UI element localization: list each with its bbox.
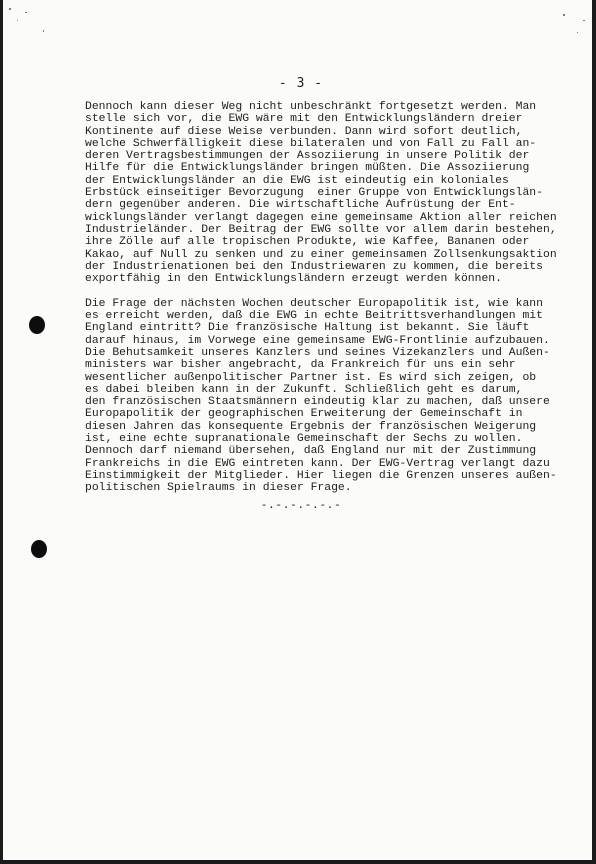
scan-artifact: [9, 8, 11, 10]
text-line: diesen Jahren das konsequente Ergebnis der französischen Weigerung: [85, 420, 537, 433]
scan-artifact: [577, 32, 578, 33]
text-line: Erbstück einseitiger Bevorzugung einer Gruppe von Entwicklungslän-: [85, 187, 543, 200]
text-line: Industrieländer. Der Beitrag der EWG sollte vor allem darin bestehen,: [85, 223, 557, 236]
text-line: Einstimmigkeit der Mitglieder. Hier liegen die Grenzen unseres außen-: [85, 469, 557, 482]
text-line: Die Behutsamkeit unseres Kanzlers und seines Vizekanzlers und Außen-: [85, 346, 550, 359]
text-line: der Entwicklungsländer an die EWG ist eindeutig ein koloniales: [85, 174, 509, 187]
text-line: England eintritt? Die französische Haltung ist bekannt. Sie läuft: [85, 322, 530, 335]
text-line: den französischen Staatsmännern eindeutig klar zu machen, daß unsere: [85, 396, 550, 409]
document-body: [85, 101, 585, 507]
scan-artifact: [563, 14, 565, 16]
section-separator: -.-.-.-.-.-: [260, 500, 342, 512]
text-line: dern gegenüber anderen. Die wirtschaftliche Aufrüstung der Ent-: [85, 199, 516, 212]
text-line: Europapolitik der geographischen Erweiterung der Gemeinschaft in: [85, 408, 523, 421]
page-number: - 3 -: [278, 76, 324, 91]
paragraph: [85, 101, 585, 285]
text-line: stelle sich vor, die EWG wäre mit den Entwicklungsländern dreier: [85, 113, 523, 126]
scan-artifact: [25, 12, 27, 13]
punch-hole: [29, 316, 45, 334]
text-line: Frankreichs in die EWG eintreten kann. Der EWG-Vertrag verlangt dazu: [85, 457, 550, 470]
text-line: Die Frage der nächsten Wochen deutscher Europapolitik ist, wie kann: [85, 297, 543, 310]
text-line: darauf hinaus, im Vorwege eine gemeinsame EWG-Frontlinie aufzubauen.: [85, 334, 550, 347]
text-line: ihre Zölle auf alle tropischen Produkte, wie Kaffee, Bananen oder: [85, 236, 530, 249]
text-line: wicklungsländer verlangt dagegen eine gemeinsame Aktion aller reichen: [85, 211, 557, 224]
text-line: Kontinente auf diese Weise verbunden. Dann wird sofort deutlich,: [85, 125, 523, 138]
text-line: der Industrienationen bei den Industriewaren zu kommen, die bereits: [85, 260, 543, 273]
paragraph: [85, 298, 585, 495]
text-line: Hilfe für die Entwicklungsländer bringen müßten. Die Assoziierung: [85, 162, 530, 175]
text-line: ist, eine echte supranationale Gemeinschaft der Sechs zu wollen.: [85, 433, 523, 446]
text-line: politischen Spielraums in dieser Frage.: [85, 482, 352, 495]
text-line: Dennoch kann dieser Weg nicht unbeschränkt fortgesetzt werden. Man: [85, 101, 537, 113]
text-line: Kakao, auf Null zu senken und zu einer gemeinsamen Zollsenkungsaktion: [85, 248, 557, 261]
text-line: deren Vertragsbestimmungen der Assoziierung in unsere Politik der: [85, 150, 530, 163]
text-line: Dennoch darf niemand übersehen, daß England nur mit der Zustimmung: [85, 445, 537, 458]
scan-artifact: [583, 20, 585, 21]
text-line: ministers war bisher angebracht, da Frankreich für uns ein sehr: [85, 359, 516, 372]
scan-artifact: [17, 20, 18, 21]
text-line: es dabei bleiben kann in der Zukunft. Schließlich geht es darum,: [85, 383, 523, 396]
scan-artifact: [43, 30, 44, 32]
punch-hole: [31, 540, 47, 558]
text-line: wesentlicher außenpolitischer Partner ist. Es wird sich zeigen, ob: [85, 371, 537, 384]
text-line: es erreicht werden, daß die EWG in echte Beitrittsverhandlungen mit: [85, 310, 543, 323]
text-line: exportfähig in den Entwicklungsländern erzeugt werden können.: [85, 273, 502, 286]
text-line: welche Schwerfälligkeit diese bilateralen und von Fall zu Fall an-: [85, 137, 537, 150]
